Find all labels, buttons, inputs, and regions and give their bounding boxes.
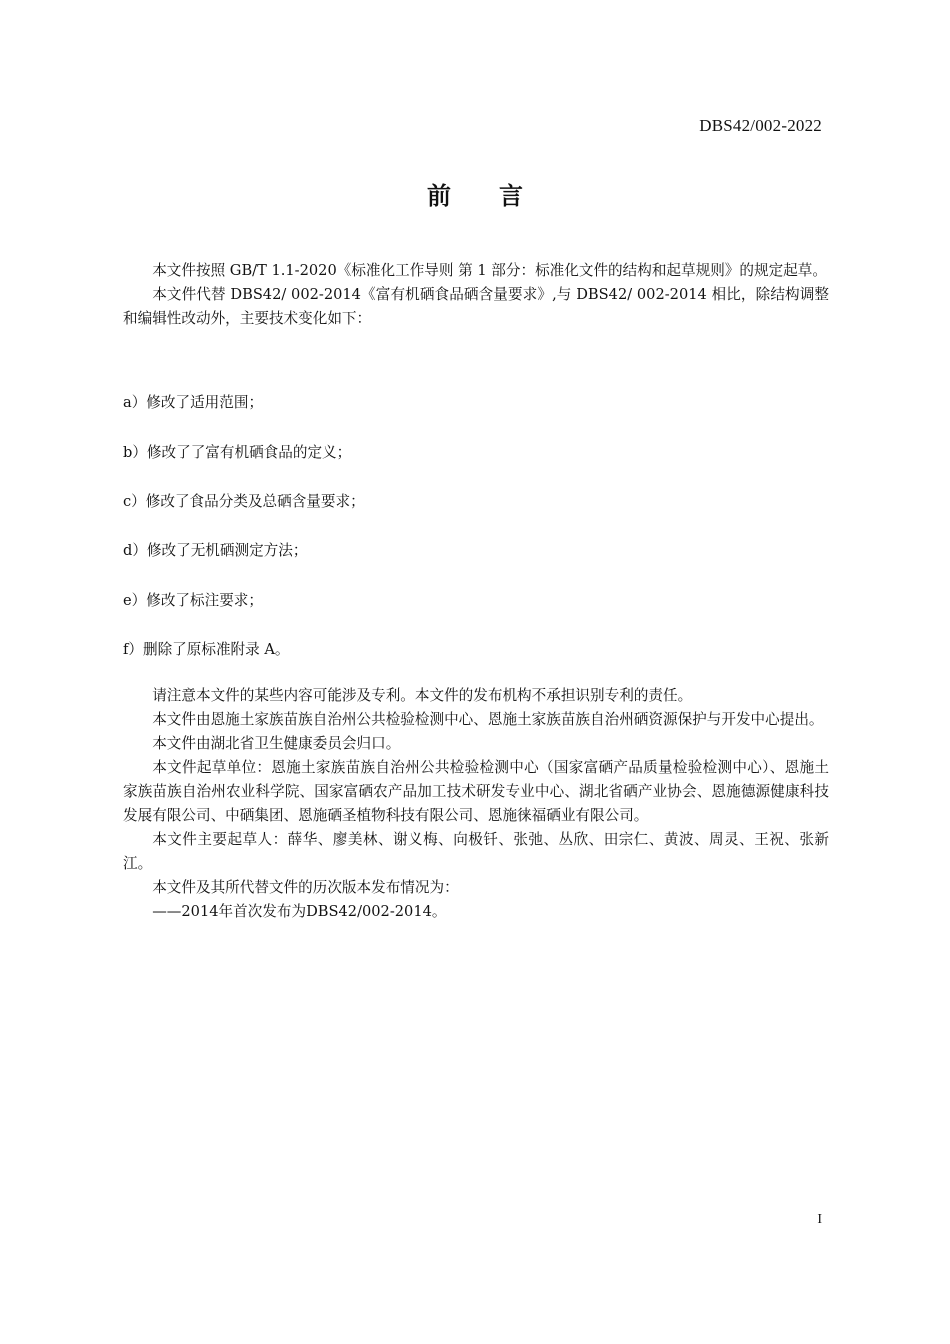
change-item-e: e）修改了标注要求； bbox=[123, 592, 263, 609]
intro-paragraph-drafting-rules: 本文件按照 GB/T 1.1-2020《标准化工作导则 第 1 部分：标准化文件的结构和起草规则》的规定起草。 bbox=[152, 262, 827, 279]
version-history-item: ——2014年首次发布为DBS42/002-2014。 bbox=[152, 903, 447, 920]
change-item-f: f）删除了原标准附录 A。 bbox=[123, 641, 290, 658]
proposer-paragraph: 本文件由恩施土家族苗族自治州公共检验检测中心、恩施土家族苗族自治州硒资源保护与开发中心提出。 bbox=[152, 711, 824, 728]
document-code: DBS42/002-2022 bbox=[699, 116, 822, 135]
change-item-a: a）修改了适用范围； bbox=[123, 394, 264, 411]
change-item-d: d）修改了无机硒测定方法； bbox=[123, 542, 308, 559]
administrator-paragraph: 本文件由湖北省卫生健康委员会归口。 bbox=[152, 735, 401, 752]
version-history-heading: 本文件及其所代替文件的历次版本发布情况为： bbox=[152, 879, 459, 896]
page-title: 前言 bbox=[427, 182, 571, 210]
change-item-c: c）修改了食品分类及总硒含量要求； bbox=[123, 493, 365, 510]
change-item-b: b）修改了了富有机硒食品的定义； bbox=[123, 444, 352, 461]
page-number: I bbox=[817, 1212, 822, 1227]
drafters-paragraph: 本文件主要起草人：薛华、廖美林、谢义梅、向极钎、张弛、丛欣、田宗仁、黄波、周灵、王祝、张新江。 bbox=[123, 831, 829, 872]
intro-section bbox=[123, 259, 829, 331]
patent-notice: 请注意本文件的某些内容可能涉及专利。本文件的发布机构不承担识别专利的责任。 bbox=[152, 687, 693, 704]
closing-section bbox=[123, 684, 829, 924]
drafting-units-paragraph: 本文件起草单位：恩施土家族苗族自治州公共检验检测中心（国家富硒产品质量检验检测中心）、恩施土家族苗族自治州农业科学院、国家富硒农产品加工技术研发专业中心、湖北省硒产业协会、恩施德源健康科技发展有限公司、中硒集团、恩施硒圣植物科技有限公司、恩施徕福硒业有限公司。 bbox=[123, 759, 829, 824]
intro-paragraph-replacement: 本文件代替 DBS42/ 002-2014《富有机硒食品硒含量要求》,与 DBS42/ 002-2014 相比，除结构调整和编辑性改动外，主要技术变化如下： bbox=[123, 286, 829, 327]
